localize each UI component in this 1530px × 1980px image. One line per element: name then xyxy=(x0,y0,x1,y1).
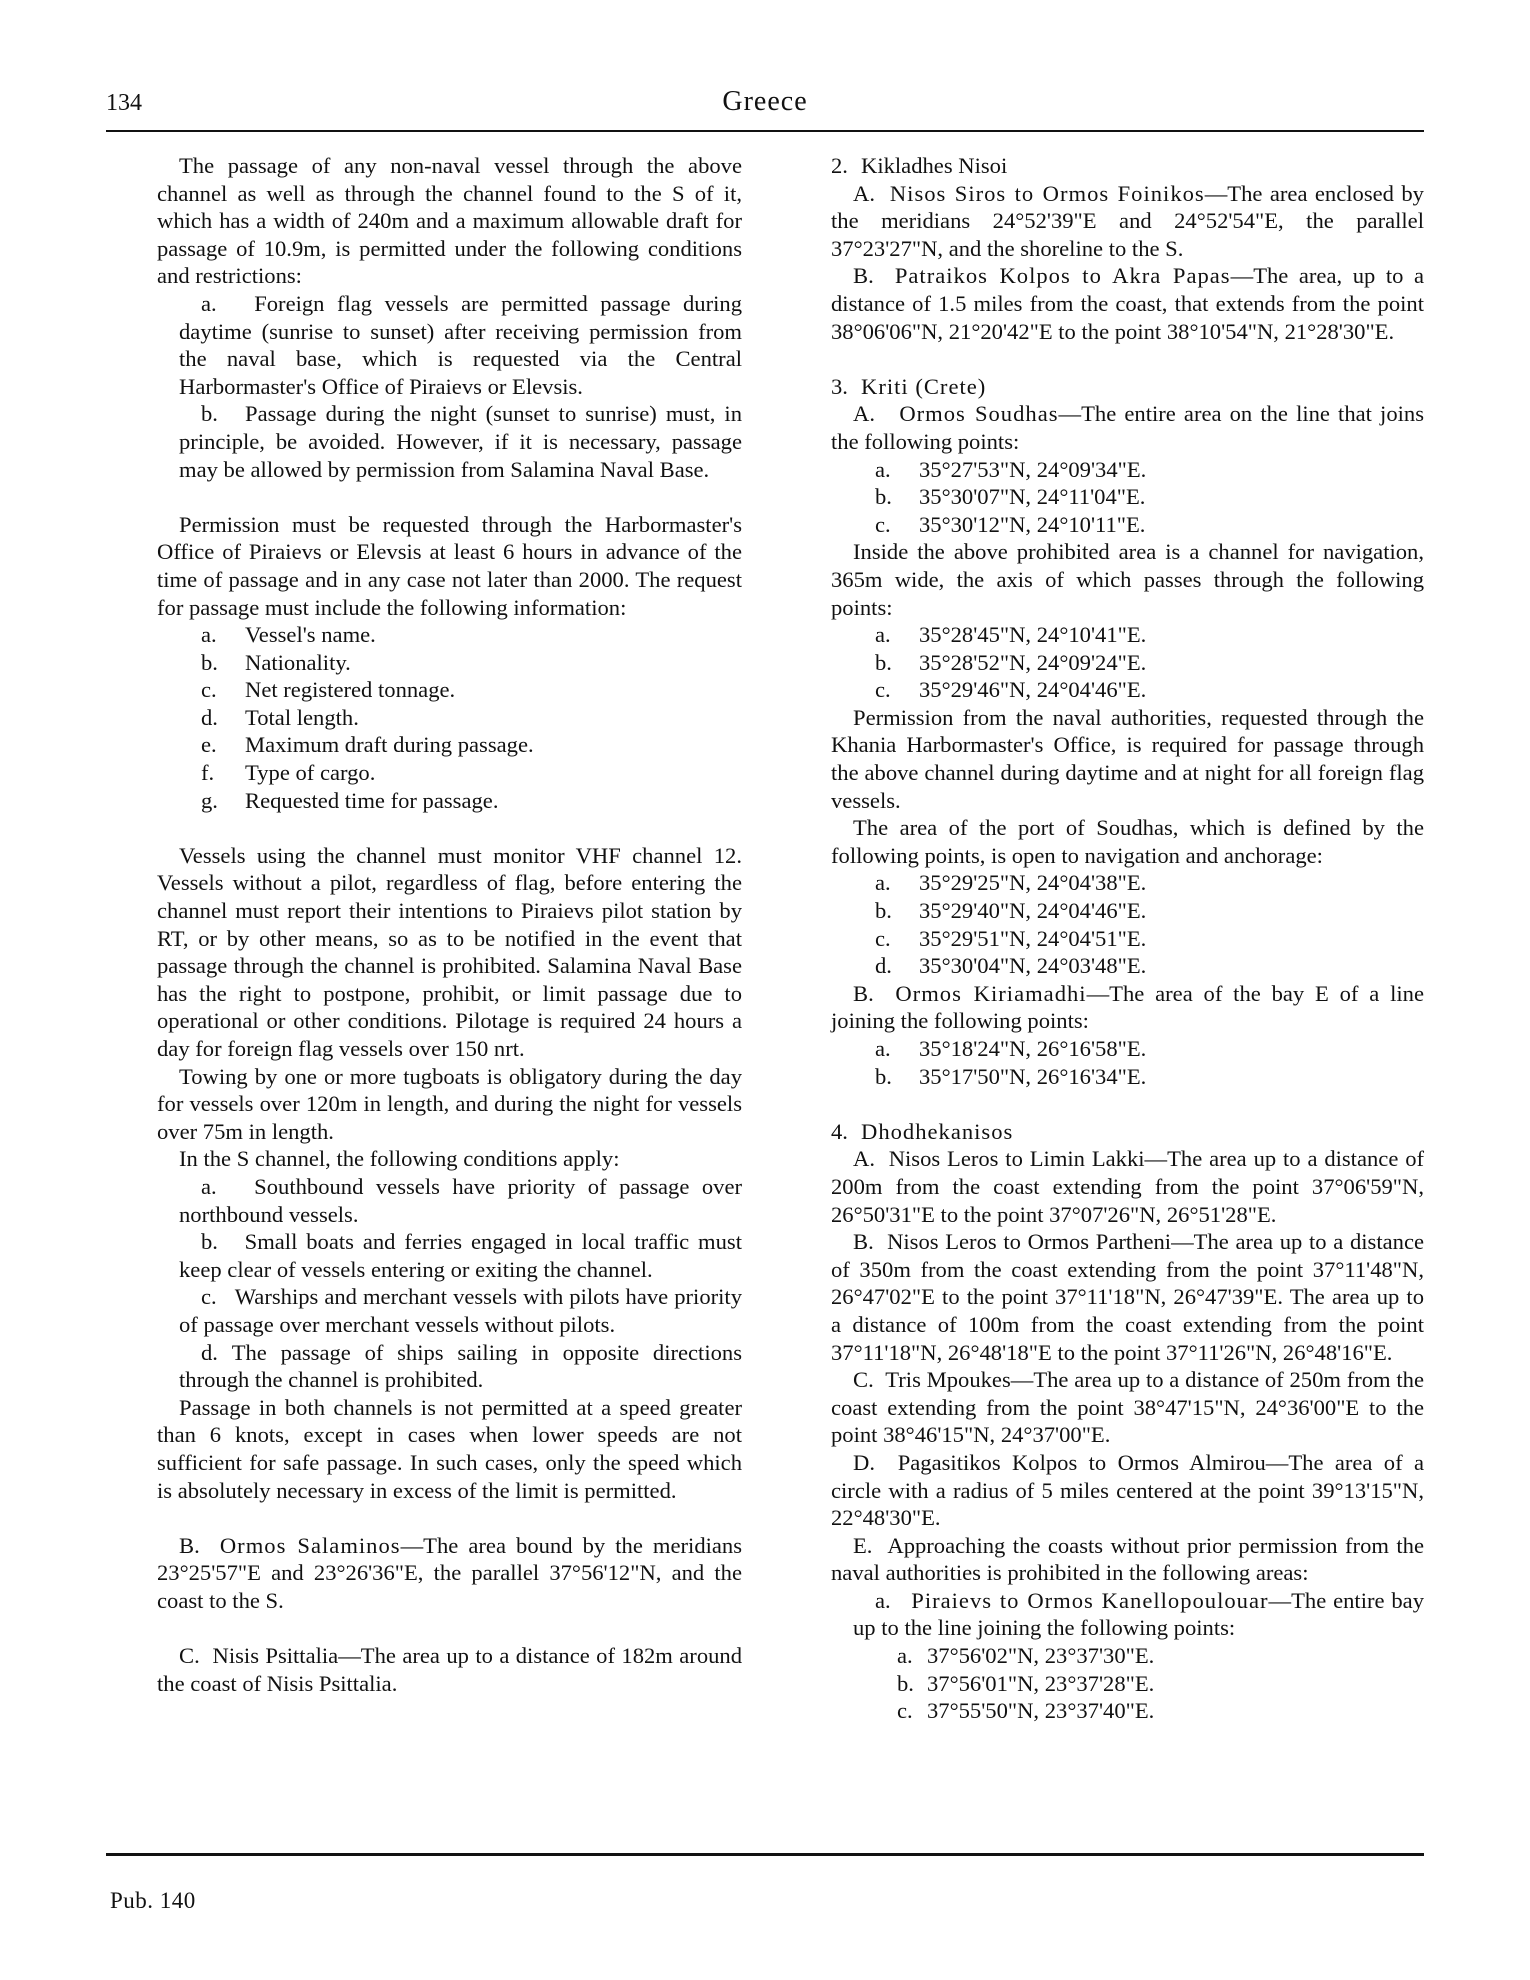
subsection-name: Ormos Kiriamadhi xyxy=(895,980,1087,1006)
section-heading-kriti xyxy=(831,373,1424,401)
section-title: Kriti (Crete) xyxy=(861,373,987,399)
subsection-ormos-partheni: B. Nisos Leros to Ormos Partheni—The area up to a distance of 350m from the coast extending from the point 37°11'48"N, 26°47'02"E to the point 37°11'18"N, 26°47'39"E. The area up to a distance of 100m from the coast extending from the point 37°11'18"N, 26°48'18"E to the point 37°11'26"N, 26°48'16"E. xyxy=(831,1229,1425,1365)
item-text: Warships and merchant vessels with pilots have priority of passage over merchant vessels without pilots. xyxy=(179,1284,742,1337)
subsection-limin-lakki: A. Nisos Leros to Limin Lakki—The area up to a distance of 200m from the coast extending from the point 37°06'59"N, 26°50'31"E to the point 37°07'26"N, 26°51'28"E. xyxy=(831,1146,1425,1227)
paragraph-passage-conditions: The passage of any non-naval vessel through the above channel as well as through the channel found to the S of it, which has a width of 240m and a maximum allowable draft for passage of 10.9m, is permitted under the following conditions and restrictions: xyxy=(157,153,742,289)
subsection-kiriamadhi: B. Ormos Kiriamadhi—The area of the bay E of a line joining the following points: xyxy=(831,980,1424,1034)
info-item xyxy=(157,621,742,649)
paragraph-s-channel-intro: In the S channel, the following conditions apply: xyxy=(179,1146,620,1172)
subsection-name: Pagasitikos Kolpos to Ormos Almirou xyxy=(897,1449,1266,1475)
subsection-text: The area up to a distance of 250m from the coast extending from the point 38°47'15"N, 24°36'00"E to the point 38°46'15"N, 24°37'00"E. xyxy=(831,1367,1424,1448)
item-text: Southbound vessels have priority of passage over northbound vessels. xyxy=(179,1173,742,1227)
condition-item xyxy=(157,400,742,483)
section-text: The area up to a distance of 182m around the coast of Nisis Psittalia. xyxy=(157,1643,743,1696)
page-title: Greece xyxy=(722,86,808,117)
coordinate-item: a. 35°29'25"N, 24°04'38"E. xyxy=(875,870,1147,896)
coordinate-item: c. 35°29'46"N, 24°04'46"E. xyxy=(875,677,1147,703)
section-number: 3. xyxy=(831,373,848,399)
left-column xyxy=(157,152,742,1697)
subsection-pagasitikos: D. Pagasitikos Kolpos to Ormos Almirou—The area of a circle with a radius of 5 miles centered at the point 39°13'15"N, 22°48'30"E. xyxy=(831,1449,1425,1531)
right-column xyxy=(831,152,1424,1725)
item-label: g. xyxy=(201,787,218,813)
subsection-patraikos: B. Patraikos Kolpos to Akra Papas—The area, up to a distance of 1.5 miles from the coast, that extends from the point 38°06'06"N, 21°20'42"E to the point 38°10'54"N, 21°28'30"E. xyxy=(831,263,1424,344)
section-ormos-salaminos: B. Ormos Salaminos—The area bound by the meridians 23°25'57"E and 23°26'36"E, the parallel 37°56'12"N, and the coast to the S. xyxy=(157,1532,743,1613)
subsection-name: Patraikos Kolpos to Akra Papas xyxy=(894,263,1231,289)
item-text: Foreign flag vessels are permitted passage during daytime (sunrise to sunset) after receiving permission from the naval base, which is requested via the Central Harbormaster's Office of Piraievs or Elevsis. xyxy=(179,290,742,399)
paragraph-vhf-monitoring: Vessels using the channel must monitor VHF channel 12. Vessels without a pilot, regardless of flag, before entering the channel must report their intentions to Piraievs pilot station by RT, or by other means, so as to be notified in the event that passage through the channel is prohibited. Salamina Naval Base has the right to postpone, prohibit, or limit passage due to operational or other conditions. Pilotage is required 24 hours a day for foreign flag vessels over 150 nrt. xyxy=(157,842,742,1061)
subsection-tris-mpoukes: C. Tris Mpoukes—The area up to a distance of 250m from the coast extending from the point 38°47'15"N, 24°36'00"E to the point 38°46'15"N, 24°37'00"E. xyxy=(831,1367,1424,1448)
section-number: 4. xyxy=(831,1118,848,1144)
info-item xyxy=(157,704,742,732)
footer-rule xyxy=(106,1853,1424,1856)
subsection-piraievs: a. Piraievs to Ormos Kanellopoulouar—The entire bay up to the line joining the following points: xyxy=(853,1587,1424,1641)
info-item xyxy=(157,676,742,704)
info-item xyxy=(157,649,742,677)
item-label: c. xyxy=(201,677,217,703)
coordinate-item: b. 35°30'07"N, 24°11'04"E. xyxy=(875,484,1146,510)
item-label: b. xyxy=(201,401,218,427)
subsection-name: Nisos Siros to Ormos Foinikos xyxy=(889,180,1205,206)
paragraph-towing: Towing by one or more tugboats is obligatory during the day for vessels over 120m in length, and during the night for vessels over 75m in length. xyxy=(157,1063,742,1144)
subsection-text: The entire bay up to the line joining the following points: xyxy=(853,1587,1424,1641)
section-text: The area bound by the meridians 23°25'57"E and 23°26'36"E, the parallel 37°56'12"N, and the coast to the S. xyxy=(157,1532,743,1613)
subsection-name: Nisos Leros to Ormos Partheni xyxy=(887,1229,1172,1255)
coordinate-item: a. 37°56'02"N, 23°37'30"E. xyxy=(897,1643,1155,1669)
section-title: Kikladhes Nisoi xyxy=(861,153,1008,178)
subsection-text: The area, up to a distance of 1.5 miles from the coast, that extends from the point 38°06'06"N, 21°20'42"E to the point 38°10'54"N, 21°28'30"E. xyxy=(831,263,1424,344)
paragraph-navigation-channel: Inside the above prohibited area is a channel for navigation, 365m wide, the axis of which passes through the following points: xyxy=(831,539,1424,620)
item-label: b. xyxy=(201,1229,218,1255)
item-label: f. xyxy=(201,760,215,786)
item-text: Nationality. xyxy=(245,649,351,675)
subsection-text: The area enclosed by the meridians 24°52'39"E and 24°52'54"E, the parallel 37°23'27"N, and the shoreline to the S. xyxy=(831,180,1424,261)
paragraph-khania-permission: Permission from the naval authorities, requested through the Khania Harbormaster's Office, is required for passage through the above channel during daytime and at night for all foreign flag vessels. xyxy=(831,704,1424,813)
item-text: Type of cargo. xyxy=(245,760,376,786)
publication-label: Pub. 140 xyxy=(110,1888,196,1913)
coordinate-item: b. 35°17'50"N, 26°16'34"E. xyxy=(875,1063,1147,1089)
header-rule xyxy=(106,130,1424,132)
item-text: Net registered tonnage. xyxy=(245,677,456,703)
item-text: Passage during the night (sunset to sunrise) must, in principle, be avoided. However, if it is necessary, passage may be allowed by permission from Salamina Naval Base. xyxy=(179,401,742,482)
section-title: Dhodhekanisos xyxy=(861,1118,1014,1144)
condition-item xyxy=(157,290,742,400)
coordinate-item: c. 37°55'50"N, 23°37'40"E. xyxy=(897,1698,1155,1724)
item-label: a. xyxy=(201,1173,217,1199)
section-heading-kikladhes xyxy=(831,152,1424,180)
subsection-name: Ormos Soudhas xyxy=(899,401,1059,427)
s-channel-item xyxy=(157,1339,742,1394)
item-label: d. xyxy=(201,704,218,730)
page-number: 134 xyxy=(106,90,142,116)
section-label: C. xyxy=(179,1643,200,1669)
section-nisis-psittalia: C. Nisis Psittalia—The area up to a distance of 182m around the coast of Nisis Psittalia. xyxy=(157,1643,743,1696)
subsection-text: The area up to a distance of 200m from the coast extending from the point 37°06'59"N, 26°50'31"E to the point 37°07'26"N, 26°51'28"E. xyxy=(831,1146,1425,1227)
subsection-name: Tris Mpoukes xyxy=(885,1367,1011,1393)
coordinate-item: d. 35°30'04"N, 24°03'48"E. xyxy=(875,953,1147,979)
item-label: c. xyxy=(201,1284,217,1310)
section-heading-dhodhekanisos xyxy=(831,1118,1424,1146)
coordinate-item: b. 37°56'01"N, 23°37'28"E. xyxy=(897,1670,1155,1696)
item-text: Maximum draft during passage. xyxy=(245,732,534,758)
subsection-name: Nisos Leros to Limin Lakki xyxy=(888,1146,1145,1172)
paragraph-soudhas-port: The area of the port of Soudhas, which is defined by the following points, is open to navigation and anchorage: xyxy=(831,815,1424,868)
coordinate-item: a. 35°28'45"N, 24°10'41"E. xyxy=(875,622,1147,648)
coordinate-item: c. 35°29'51"N, 24°04'51"E. xyxy=(875,925,1147,951)
item-text: Requested time for passage. xyxy=(245,787,499,813)
item-label: e. xyxy=(201,732,217,758)
item-label: d. xyxy=(201,1339,218,1365)
coordinate-item: b. 35°28'52"N, 24°09'24"E. xyxy=(875,649,1147,675)
item-text: The passage of ships sailing in opposite directions through the channel is prohibited. xyxy=(179,1339,743,1393)
section-name: Ormos Salaminos xyxy=(219,1532,401,1558)
item-label: a. xyxy=(201,622,217,648)
subsection-text: The area up to a distance of 350m from the coast extending from the point 37°11'48"N, 26°47'02"E to the point 37°11'18"N, 26°47'39"E. The area up to a distance of 100m from the coast extending from the point 37°11'18"N, 26°48'18"E to the point 37°11'26"N, 26°48'16"E. xyxy=(831,1229,1425,1365)
info-item xyxy=(157,759,742,787)
coordinate-item: a. 35°18'24"N, 26°16'58"E. xyxy=(875,1036,1147,1061)
subsection-text: The area of a circle with a radius of 5 miles centered at the point 39°13'15"N, 22°48'30"E. xyxy=(831,1449,1425,1531)
paragraph-permission-request: Permission must be requested through the Harbormaster's Office of Piraievs or Elevsis at least 6 hours in advance of the time of passage and in any case not later than 2000. The request for passage must include the following information: xyxy=(157,511,742,620)
item-text: Total length. xyxy=(245,704,359,730)
subsection-name: Piraievs to Ormos Kanellopoulouar xyxy=(911,1587,1269,1613)
coordinate-item: a. 35°27'53"N, 24°09'34"E. xyxy=(875,456,1147,482)
s-channel-item xyxy=(157,1228,742,1283)
info-item xyxy=(157,787,742,815)
section-name: Nisis Psittalia xyxy=(212,1643,339,1669)
item-label: b. xyxy=(201,649,218,675)
section-number: 2. xyxy=(831,153,848,178)
paragraph-speed-limit: Passage in both channels is not permitted at a speed greater than 6 knots, except in cases when lower speeds are not sufficient for safe passage. In such cases, only the speed which is absolutely necessary in excess of the limit is permitted. xyxy=(157,1394,742,1503)
item-text: Small boats and ferries engaged in local traffic must keep clear of vessels entering or exiting the channel. xyxy=(179,1229,742,1282)
s-channel-item xyxy=(157,1283,742,1338)
coordinate-item: c. 35°30'12"N, 24°10'11"E. xyxy=(875,511,1146,537)
item-label: a. xyxy=(201,290,217,316)
subsection-soudhas: A. Ormos Soudhas—The entire area on the line that joins the following points: xyxy=(831,401,1424,454)
s-channel-item xyxy=(157,1173,742,1228)
section-label: B. xyxy=(179,1532,200,1558)
item-text: Vessel's name. xyxy=(245,622,376,648)
subsection-text: The area of the bay E of a line joining the following points: xyxy=(831,980,1424,1034)
subsection-text: Approaching the coasts without prior permission from the naval authorities is prohibited in the following areas: xyxy=(831,1532,1424,1586)
info-item xyxy=(157,731,742,759)
subsection-approaching-coasts: E. Approaching the coasts without prior permission from the naval authorities is prohibited in the following areas: xyxy=(831,1532,1424,1586)
subsection-siros: A. Nisos Siros to Ormos Foinikos—The area enclosed by the meridians 24°52'39"E and 24°52'54"E, the parallel 37°23'27"N, and the shoreline to the S. xyxy=(831,180,1424,261)
subsection-text: The entire area on the line that joins the following points: xyxy=(831,401,1424,454)
coordinate-item: b. 35°29'40"N, 24°04'46"E. xyxy=(875,898,1147,924)
